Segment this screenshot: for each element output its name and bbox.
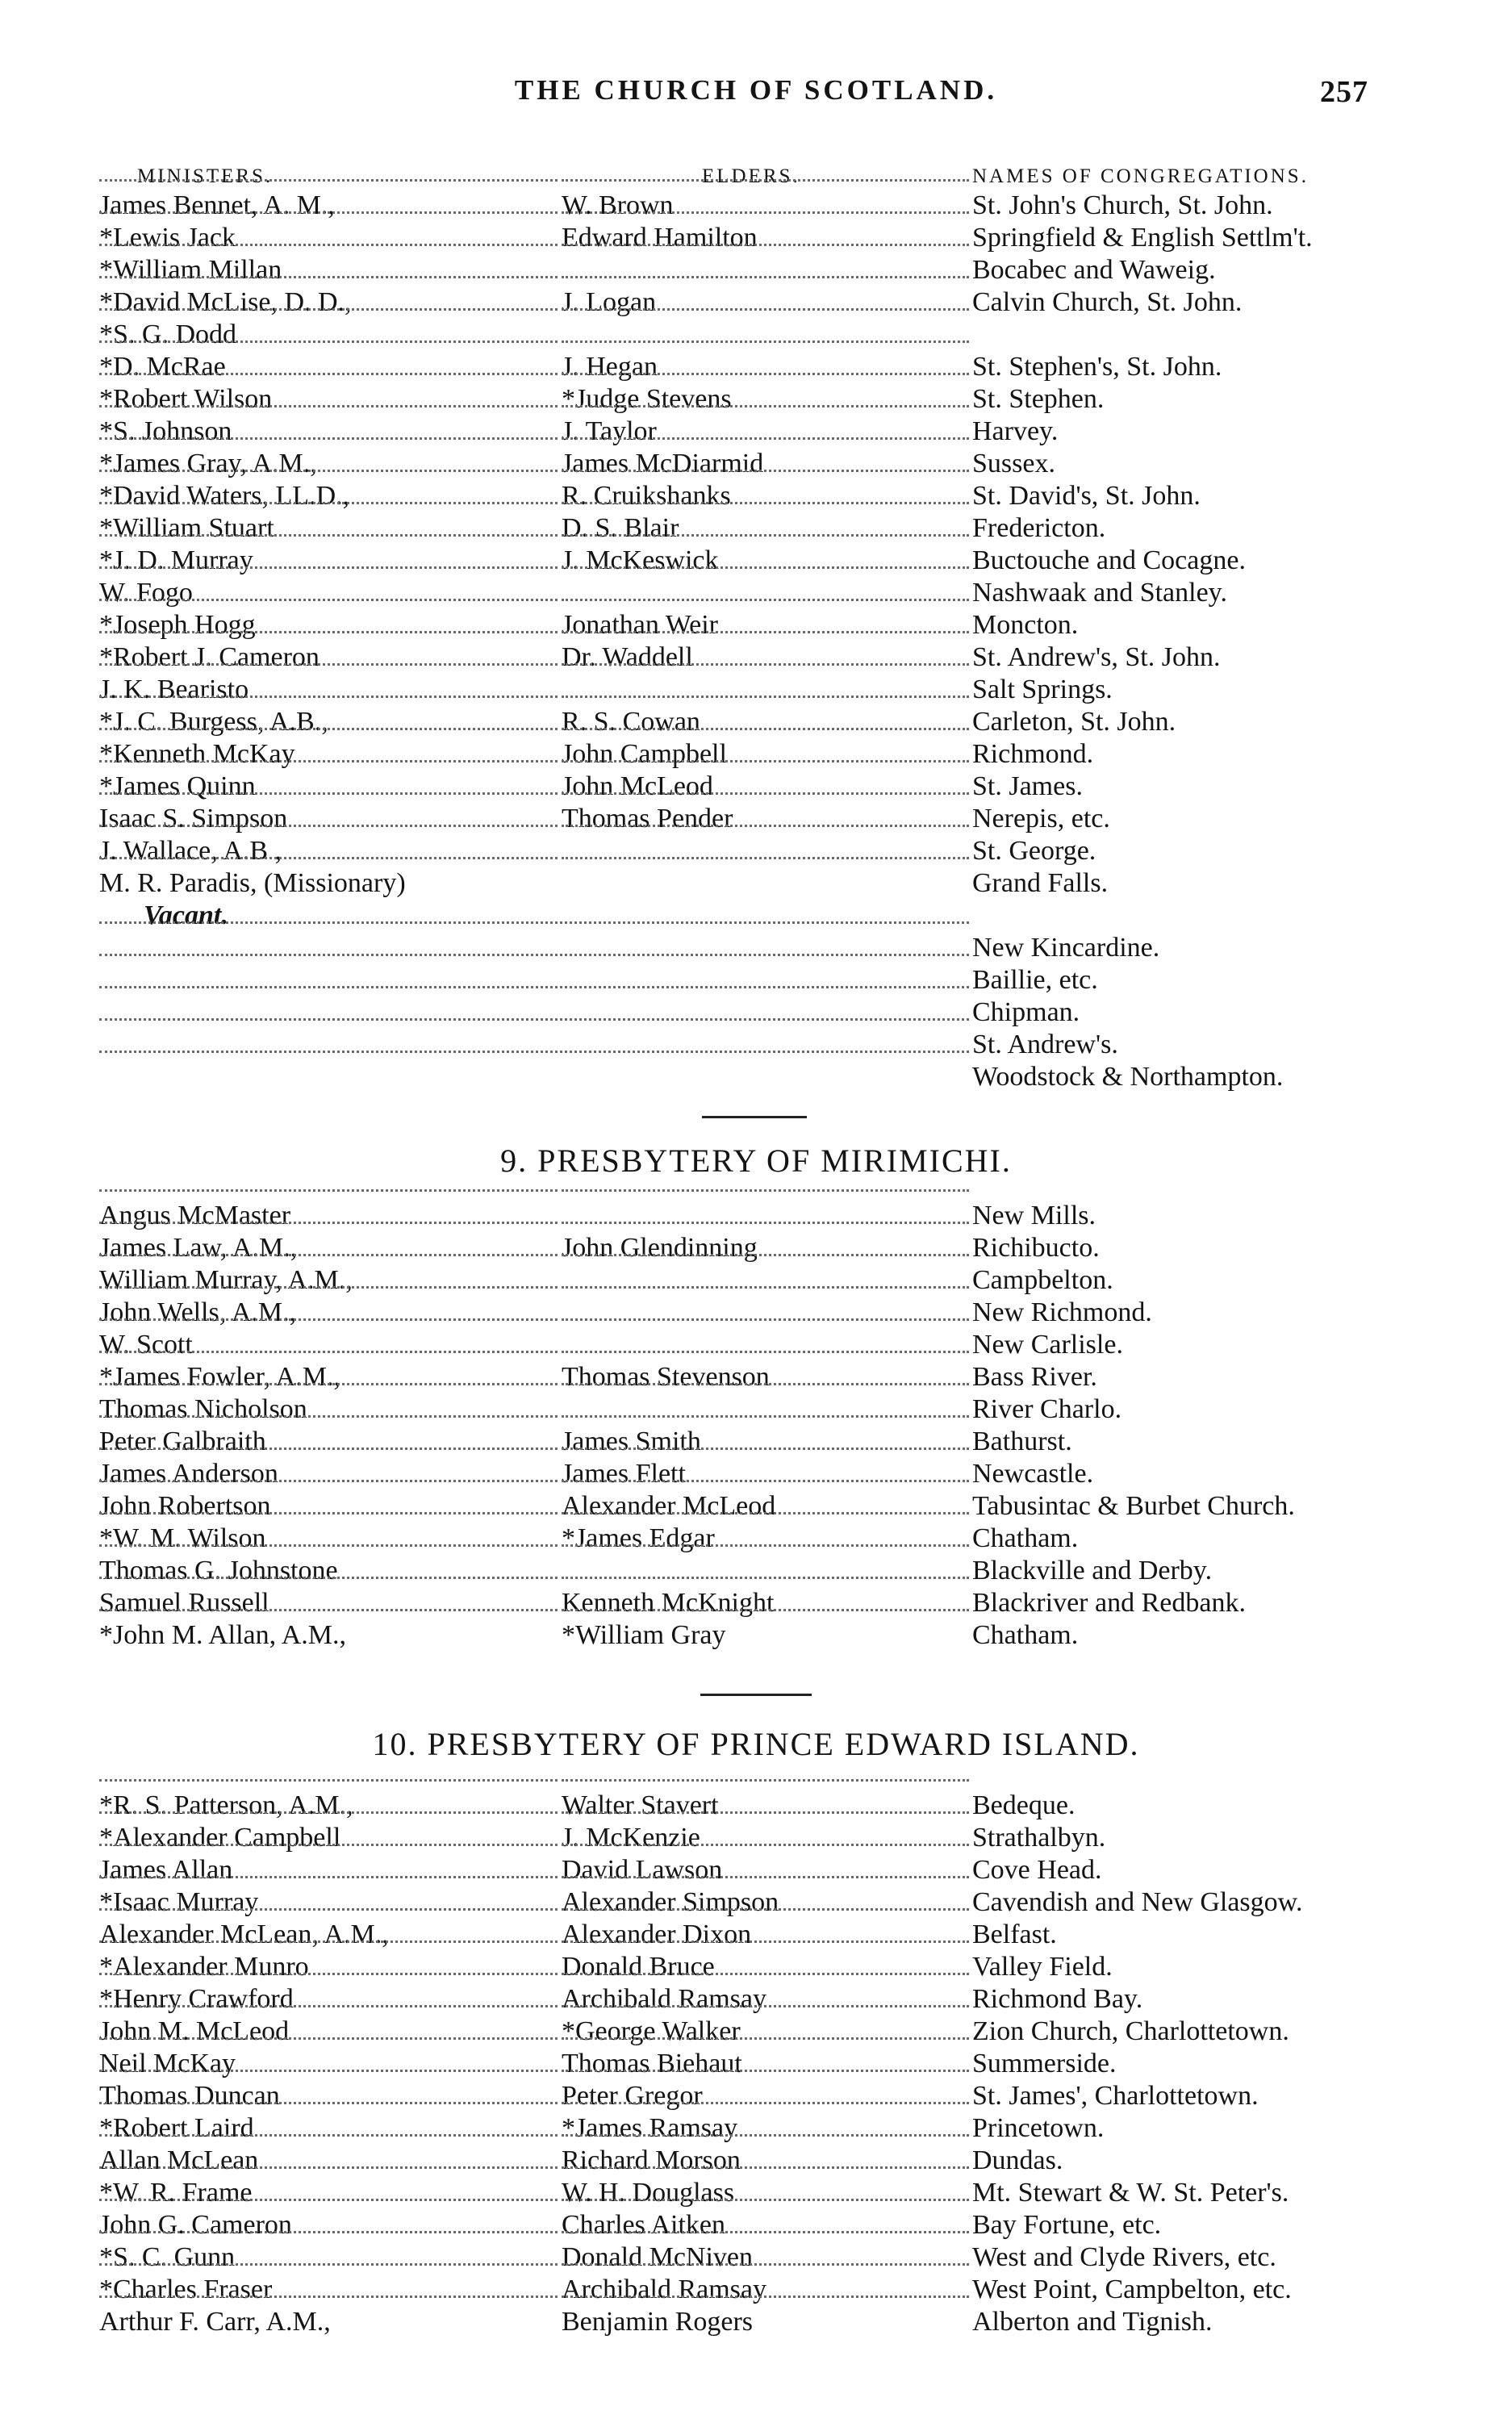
table-row xyxy=(99,706,1422,738)
elder-name: J. McKeswick xyxy=(562,545,719,575)
congregation-name: Strathalbyn. xyxy=(972,1823,1106,1853)
minister-name: John Wells, A.M., xyxy=(99,1297,297,1327)
congregation-name: Blackriver and Redbank. xyxy=(972,1588,1246,1618)
minister-name: *W. R. Frame xyxy=(99,2178,253,2208)
elder-name: Alexander Simpson xyxy=(562,1887,779,1917)
congregation-name: Dundas. xyxy=(972,2145,1063,2175)
elder-name: *William Gray xyxy=(562,1620,726,1650)
table-row xyxy=(99,1919,1422,1951)
elder-name: Donald Bruce xyxy=(562,1952,715,1982)
column-header-elders: ELDERS. xyxy=(702,165,800,187)
congregation-name: Blackville and Derby. xyxy=(972,1556,1213,1585)
congregation-name: St. Andrew's. xyxy=(972,1030,1118,1059)
section-presbytery-9 xyxy=(99,1200,1422,1652)
section-presbytery-10 xyxy=(99,1790,1422,2338)
elder-name: James McDiarmid xyxy=(562,449,764,478)
minister-name: Thomas G. Johnstone xyxy=(99,1556,338,1585)
table-row xyxy=(99,1555,1422,1587)
congregation-name: Richibucto. xyxy=(972,1233,1100,1263)
congregation-name: Baillie, etc. xyxy=(972,965,1098,995)
column-header-congregations: NAMES OF CONGREGATIONS. xyxy=(972,165,1309,187)
column-header-ministers: MINISTERS. xyxy=(137,165,274,187)
minister-name: *Lewis Jack xyxy=(99,223,236,253)
congregation-name: Bocabec and Waweig. xyxy=(972,255,1216,285)
congregation-name: Carleton, St. John. xyxy=(972,707,1176,737)
section-title-mirimichi: 9. PRESBYTERY OF MIRIMICHI. xyxy=(500,1143,1012,1179)
table-row xyxy=(99,1393,1422,1426)
minister-name: John M. McLeod xyxy=(99,2016,290,2046)
minister-name: *William Stuart xyxy=(99,513,274,543)
table-row xyxy=(99,2241,1422,2274)
congregation-name: St. Stephen's, St. John. xyxy=(972,352,1222,382)
table-row xyxy=(99,1329,1422,1361)
table-row xyxy=(99,771,1422,803)
table-row xyxy=(99,254,1422,286)
table-row xyxy=(99,964,1422,996)
congregation-name: Richmond Bay. xyxy=(972,1984,1143,2014)
elder-name: *Judge Stevens xyxy=(562,384,732,414)
table-row xyxy=(99,1951,1422,1983)
elder-name: David Lawson xyxy=(562,1855,723,1885)
minister-name: *Alexander Munro xyxy=(99,1952,309,1982)
congregation-name: Mt. Stewart & W. St. Peter's. xyxy=(972,2178,1289,2208)
congregation-name: West Point, Campbelton, etc. xyxy=(972,2275,1292,2304)
minister-name: *Kenneth McKay xyxy=(99,739,295,769)
section-divider xyxy=(702,1116,807,1118)
table-row xyxy=(99,1200,1422,1232)
congregation-name: Moncton. xyxy=(972,610,1079,640)
minister-name: *Henry Crawford xyxy=(99,1984,294,2014)
minister-name: *James Gray, A.M., xyxy=(99,449,317,478)
elder-name: Alexander Dixon xyxy=(562,1920,752,1949)
minister-name: *S. G. Dodd xyxy=(99,320,237,349)
congregation-name: St. Stephen. xyxy=(972,384,1105,414)
elder-name: John McLeod xyxy=(562,771,713,801)
minister-name: John G. Cameron xyxy=(99,2210,292,2240)
running-title: THE CHURCH OF SCOTLAND. xyxy=(514,74,998,106)
congregation-name: St. James. xyxy=(972,771,1083,801)
elder-name: Thomas Pender xyxy=(562,804,733,833)
minister-name: *Joseph Hogg xyxy=(99,610,256,640)
table-row xyxy=(99,738,1422,771)
congregation-name: Bay Fortune, etc. xyxy=(972,2210,1162,2240)
congregation-name: Tabusintac & Burbet Church. xyxy=(972,1491,1295,1521)
minister-name: Neil McKay xyxy=(99,2049,236,2078)
congregation-name: St. Andrew's, St. John. xyxy=(972,642,1221,672)
minister-name: James Law, A.M., xyxy=(99,1233,298,1263)
elder-name: Kenneth McKnight xyxy=(562,1588,775,1618)
table-row xyxy=(99,577,1422,609)
congregation-name: Nerepis, etc. xyxy=(972,804,1110,833)
minister-name: Thomas Nicholson xyxy=(99,1394,307,1424)
elder-name: John Glendinning xyxy=(562,1233,758,1263)
congregation-name: Chipman. xyxy=(972,997,1080,1027)
minister-name: James Bennet, A. M., xyxy=(99,190,335,220)
table-row xyxy=(99,1619,1422,1652)
minister-name: M. R. Paradis, (Missionary) xyxy=(99,868,406,898)
table-row xyxy=(99,1587,1422,1619)
page-header xyxy=(0,74,1512,123)
elder-name: R. Cruikshanks xyxy=(562,481,731,511)
table-row xyxy=(99,1029,1422,1061)
table-row xyxy=(99,1523,1422,1555)
table-row xyxy=(99,512,1422,545)
elder-name: Benjamin Rogers xyxy=(562,2307,754,2337)
minister-name: *Alexander Campbell xyxy=(99,1823,341,1853)
minister-name: William Murray, A.M., xyxy=(99,1265,353,1295)
table-row xyxy=(99,545,1422,577)
elder-name: Richard Morson xyxy=(562,2145,741,2175)
table-row xyxy=(99,674,1422,706)
minister-name: *James Fowler, A.M., xyxy=(99,1362,340,1392)
minister-name: Thomas Duncan xyxy=(99,2081,280,2111)
elder-name: Archibald Ramsay xyxy=(562,2275,766,2304)
elder-name: Thomas Stevenson xyxy=(562,1362,770,1392)
table-row xyxy=(99,996,1422,1029)
elder-name: J. Hegan xyxy=(562,352,658,382)
elder-name: R. S. Cowan xyxy=(562,707,700,737)
minister-name: Peter Galbraith xyxy=(99,1427,266,1456)
minister-name: *William Millan xyxy=(99,255,282,285)
minister-name: *Robert Laird xyxy=(99,2113,254,2143)
minister-name: J. Wallace, A.B , xyxy=(99,836,282,866)
minister-name: *Isaac Murray xyxy=(99,1887,259,1917)
table-row xyxy=(99,1264,1422,1297)
congregation-name: New Kincardine. xyxy=(972,933,1160,963)
congregation-name: West and Clyde Rivers, etc. xyxy=(972,2242,1276,2272)
elder-name: W. Brown xyxy=(562,190,674,220)
table-row xyxy=(99,1061,1422,1093)
elder-name: *George Walker xyxy=(562,2016,741,2046)
minister-name: Angus McMaster xyxy=(99,1201,291,1230)
elder-name: Donald McNiven xyxy=(562,2242,754,2272)
minister-name: *David Waters, LL.D., xyxy=(99,481,350,511)
minister-name: *J. D. Murray xyxy=(99,545,253,575)
table-row xyxy=(99,383,1422,416)
table-row xyxy=(99,1854,1422,1886)
elder-name: Thomas Biehaut xyxy=(562,2049,742,2078)
table-row xyxy=(99,2080,1422,2112)
congregation-name: Summerside. xyxy=(972,2049,1117,2078)
elder-name: Walter Stavert xyxy=(562,1790,719,1820)
minister-name: Isaac S. Simpson xyxy=(99,804,288,833)
congregation-name: St. James', Charlottetown. xyxy=(972,2081,1259,2111)
congregation-name: Bedeque. xyxy=(972,1790,1076,1820)
congregation-name: Grand Falls. xyxy=(972,868,1109,898)
congregation-name: Bathurst. xyxy=(972,1427,1072,1456)
table-row xyxy=(99,641,1422,674)
minister-name: *D. McRae xyxy=(99,352,226,382)
congregation-name: Calvin Church, St. John. xyxy=(972,287,1243,317)
table-row xyxy=(99,448,1422,480)
table-row xyxy=(99,2048,1422,2080)
congregation-name: Zion Church, Charlottetown. xyxy=(972,2016,1289,2046)
elder-name: Edward Hamilton xyxy=(562,223,758,253)
elder-name: Peter Gregor xyxy=(562,2081,703,2111)
minister-name: *David McLise, D. D., xyxy=(99,287,352,317)
congregation-name: Valley Field. xyxy=(972,1952,1113,1982)
congregation-name: Bass River. xyxy=(972,1362,1097,1392)
table-row xyxy=(99,2177,1422,2209)
congregation-name: St. George. xyxy=(972,836,1096,866)
congregation-name: Springfield & English Settlm't. xyxy=(972,223,1313,253)
elder-name: John Campbell xyxy=(562,739,727,769)
table-row xyxy=(99,1361,1422,1393)
table-row xyxy=(99,286,1422,319)
table-row xyxy=(99,2274,1422,2306)
minister-name: Samuel Russell xyxy=(99,1588,269,1618)
minister-name: Alexander McLean, A.M., xyxy=(99,1920,389,1949)
congregation-name: St. David's, St. John. xyxy=(972,481,1201,511)
congregation-name: Sussex. xyxy=(972,449,1055,478)
vacant-label-row xyxy=(99,900,1422,932)
minister-name: W. Scott xyxy=(99,1330,193,1360)
congregation-name: New Mills. xyxy=(972,1201,1096,1230)
elder-name: D. S. Blair xyxy=(562,513,679,543)
minister-name: *Charles Fraser xyxy=(99,2275,273,2304)
congregation-name: River Charlo. xyxy=(972,1394,1122,1424)
table-row xyxy=(99,1983,1422,2016)
table-row xyxy=(99,190,1422,222)
congregation-name: New Carlisle. xyxy=(972,1330,1123,1360)
table-row xyxy=(99,1490,1422,1523)
table-row xyxy=(99,319,1422,351)
section-presbytery-8 xyxy=(99,190,1422,1093)
minister-name: *J. C. Burgess, A.B., xyxy=(99,707,328,737)
elder-name: J. Logan xyxy=(562,287,657,317)
section-title-prince-edward-island: 10. PRESBYTERY OF PRINCE EDWARD ISLAND. xyxy=(372,1726,1140,1762)
congregation-name: Chatham. xyxy=(972,1620,1079,1650)
minister-name: *S. Johnson xyxy=(99,416,232,446)
page-number: 257 xyxy=(1320,75,1368,109)
congregation-name: Belfast. xyxy=(972,1920,1057,1949)
table-row xyxy=(99,2145,1422,2177)
congregation-name: Cove Head. xyxy=(972,1855,1102,1885)
minister-name: *S. C. Gunn xyxy=(99,2242,236,2272)
minister-name: *Robert J. Cameron xyxy=(99,642,320,672)
congregation-name: Richmond. xyxy=(972,739,1094,769)
elder-name: James Flett xyxy=(562,1459,686,1489)
congregation-name: Alberton and Tignish. xyxy=(972,2307,1213,2337)
minister-name: *John M. Allan, A.M., xyxy=(99,1620,347,1650)
congregation-name: Princetown. xyxy=(972,2113,1105,2143)
table-row xyxy=(99,1426,1422,1458)
elder-name: J. Taylor xyxy=(562,416,657,446)
table-row xyxy=(99,2016,1422,2048)
elder-name: Alexander McLeod xyxy=(562,1491,776,1521)
table-row xyxy=(99,1886,1422,1919)
congregation-name: Newcastle. xyxy=(972,1459,1094,1489)
table-row xyxy=(99,609,1422,641)
elder-name: Archibald Ramsay xyxy=(562,1984,766,2014)
elder-name: Jonathan Weir xyxy=(562,610,718,640)
table-row xyxy=(99,867,1422,900)
table-row xyxy=(99,932,1422,964)
table-row xyxy=(99,803,1422,835)
minister-name: W. Fogo xyxy=(99,578,193,608)
congregation-name: Fredericton. xyxy=(972,513,1106,543)
congregation-name: Buctouche and Cocagne. xyxy=(972,545,1246,575)
table-row xyxy=(99,1297,1422,1329)
elder-name: J. McKenzie xyxy=(562,1823,700,1853)
minister-name: J. K. Bearisto xyxy=(99,675,249,704)
congregation-name: St. John's Church, St. John. xyxy=(972,190,1273,220)
table-row xyxy=(99,1232,1422,1264)
table-row xyxy=(99,2209,1422,2241)
minister-name: John Robertson xyxy=(99,1491,271,1521)
minister-name: *James Quinn xyxy=(99,771,256,801)
elder-name: *James Edgar xyxy=(562,1523,715,1553)
table-row xyxy=(99,416,1422,448)
minister-name: James Allan xyxy=(99,1855,233,1885)
congregation-name: Chatham. xyxy=(972,1523,1079,1553)
minister-name: *W. M. Wilson xyxy=(99,1523,266,1553)
elder-name: Dr. Waddell xyxy=(562,642,693,672)
elder-name: James Smith xyxy=(562,1427,701,1456)
elder-name: W. H. Douglass xyxy=(562,2178,735,2208)
minister-name: James Anderson xyxy=(99,1459,278,1489)
minister-name: Arthur F. Carr, A.M., xyxy=(99,2307,331,2337)
table-row xyxy=(99,351,1422,383)
table-row xyxy=(99,2112,1422,2145)
vacant-label: Vacant. xyxy=(144,900,228,930)
congregation-name: Salt Springs. xyxy=(972,675,1113,704)
congregation-name: Harvey. xyxy=(972,416,1059,446)
table-row xyxy=(99,835,1422,867)
table-row xyxy=(99,1822,1422,1854)
congregation-name: New Richmond. xyxy=(972,1297,1152,1327)
minister-name: *R. S. Patterson, A.M., xyxy=(99,1790,353,1820)
section-divider xyxy=(700,1694,812,1696)
congregation-name: Nashwaak and Stanley. xyxy=(972,578,1227,608)
minister-name: Allan McLean xyxy=(99,2145,259,2175)
table-row xyxy=(99,222,1422,254)
congregation-name: Cavendish and New Glasgow. xyxy=(972,1887,1303,1917)
table-row xyxy=(99,480,1422,512)
congregation-name: Campbelton. xyxy=(972,1265,1113,1295)
elder-name: *James Ramsay xyxy=(562,2113,738,2143)
elder-name: Charles Aitken xyxy=(562,2210,726,2240)
congregation-name: Woodstock & Northampton. xyxy=(972,1062,1284,1092)
table-row xyxy=(99,1458,1422,1490)
minister-name: *Robert Wilson xyxy=(99,384,273,414)
table-row xyxy=(99,2306,1422,2338)
table-row xyxy=(99,1790,1422,1822)
